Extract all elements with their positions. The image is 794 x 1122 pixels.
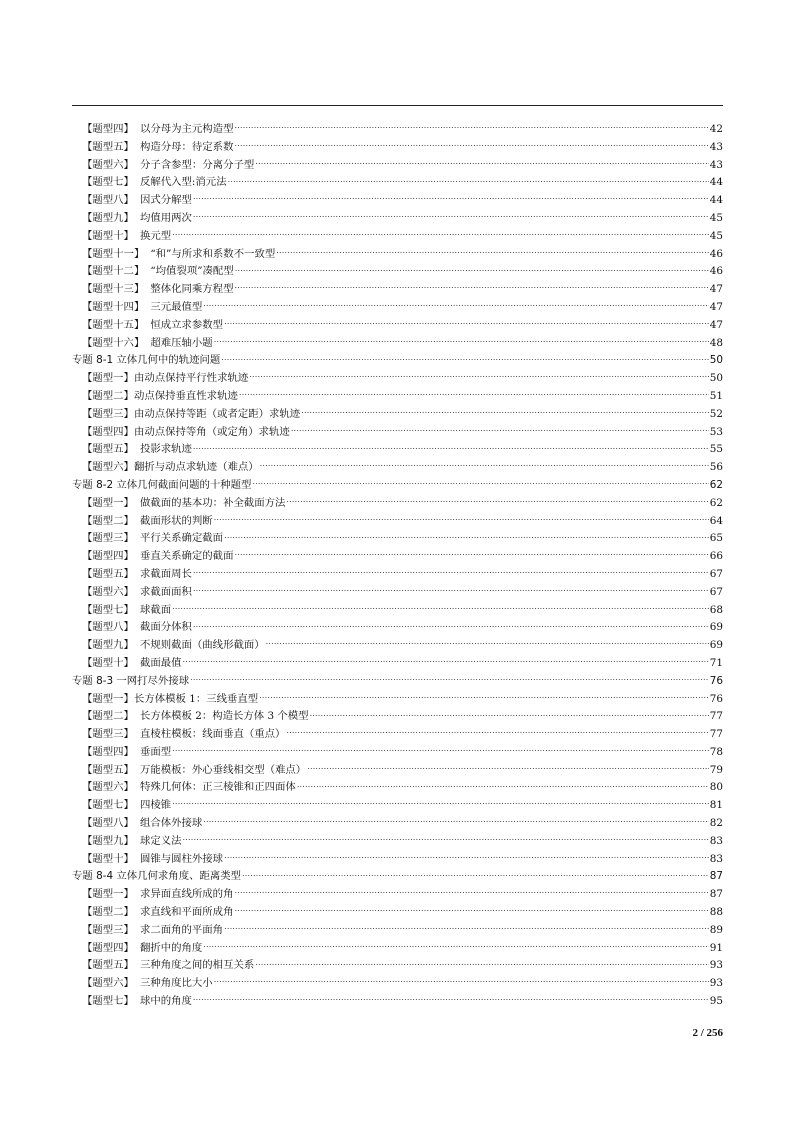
toc-entry-title: 因式分解型: [139, 194, 192, 207]
toc-entry-tag: 【题型五】: [82, 443, 134, 456]
toc-item-entry[interactable]: [72, 424, 723, 442]
toc-item-entry[interactable]: [72, 566, 723, 584]
toc-entry-tag: 【题型六】: [82, 158, 134, 171]
toc-entry-title: 投影求轨迹: [139, 443, 192, 456]
toc-dot-leader: [239, 389, 709, 399]
toc-entry-title: 由动点保持等角（或定角）求轨迹: [133, 425, 290, 438]
toc-entry-tag: 【题型六】: [82, 461, 134, 474]
toc-entry-tag: 【题型三】: [82, 532, 134, 545]
toc-item-entry[interactable]: [72, 513, 723, 531]
toc-entry-tag: 【题型二】: [82, 514, 134, 527]
toc-entry-tag: 【题型十六】: [82, 336, 145, 349]
toc-page-number: 95: [709, 995, 723, 1008]
toc-dot-leader: [291, 425, 709, 435]
toc-dot-leader: [172, 603, 709, 613]
toc-entry-tag: 【题型三】: [82, 728, 134, 741]
toc-page-number: 82: [709, 817, 723, 830]
toc-page-number: 50: [709, 354, 723, 367]
toc-page-number: 47: [709, 300, 723, 313]
toc-entry-tag: 【题型九】: [82, 834, 134, 847]
toc-page-number: 44: [709, 194, 723, 207]
toc-page-number: 56: [709, 461, 723, 474]
toc-entry-title: 专题 8-4 立体几何求角度、距离类型: [72, 870, 242, 883]
toc-section-entry[interactable]: [72, 868, 723, 886]
toc-dot-leader: [266, 638, 709, 648]
toc-entry-tag: 【题型一】: [82, 888, 134, 901]
toc-dot-leader: [307, 763, 709, 773]
toc-item-entry[interactable]: [72, 655, 723, 673]
toc-entry-title: 求直线和平面所成角: [139, 906, 234, 919]
toc-page-number: 52: [709, 407, 723, 420]
toc-item-entry[interactable]: [72, 762, 723, 780]
toc-entry-title: 整体化同乘方程型: [150, 283, 234, 296]
toc-page-number: 43: [709, 140, 723, 153]
toc-entry-tag: 【题型十四】: [82, 300, 145, 313]
toc-item-entry[interactable]: [72, 406, 723, 424]
toc-item-entry[interactable]: [72, 904, 723, 922]
toc-entry-tag: 【题型八】: [82, 194, 134, 207]
toc-entry-tag: 【题型十三】: [82, 283, 145, 296]
toc-entry-title: 圆锥与圆柱外接球: [139, 852, 224, 865]
toc-page-number: 76: [709, 674, 723, 687]
toc-item-entry[interactable]: [72, 815, 723, 833]
toc-entry-title: 球中的角度: [139, 995, 192, 1008]
toc-item-entry[interactable]: [72, 530, 723, 548]
toc-entry-tag: 【题型四】: [82, 745, 134, 758]
page-indicator: 2 / 256: [692, 1027, 723, 1039]
toc-item-entry[interactable]: [72, 281, 723, 299]
toc-entry-tag: 【题型七】: [82, 799, 134, 812]
toc-dot-leader: [252, 478, 708, 488]
toc-item-entry[interactable]: [72, 388, 723, 406]
toc-page-number: 47: [709, 318, 723, 331]
toc-item-entry[interactable]: [72, 192, 723, 210]
toc-page-number: 44: [709, 176, 723, 189]
toc-item-entry[interactable]: [72, 548, 723, 566]
toc-entry-tag: 【题型七】: [82, 995, 134, 1008]
toc-entry-tag: 【题型六】: [82, 585, 134, 598]
toc-dot-leader: [172, 229, 709, 239]
toc-dot-leader: [224, 318, 709, 328]
toc-page-number: 88: [709, 906, 723, 919]
toc-dot-leader: [214, 514, 709, 524]
toc-section-entry[interactable]: [72, 352, 723, 370]
toc-page-number: 48: [709, 336, 723, 349]
toc-section-entry[interactable]: [72, 477, 723, 495]
toc-item-entry[interactable]: [72, 993, 723, 1011]
toc-item-entry[interactable]: [72, 210, 723, 228]
toc-item-entry[interactable]: [72, 317, 723, 335]
toc-page-number: 45: [709, 229, 723, 242]
toc-page-number: 93: [709, 977, 723, 990]
toc-page-number: 51: [709, 389, 723, 402]
toc-page-number: 76: [709, 692, 723, 705]
toc-entry-title: 翻折中的角度: [139, 941, 203, 954]
toc-page-number: 50: [709, 372, 723, 385]
toc-entry-title: 截面分体积: [139, 621, 192, 634]
toc-page-number: 64: [709, 514, 723, 527]
toc-dot-leader: [234, 887, 708, 897]
toc-entry-title: 不规则截面（曲线形截面）: [139, 639, 265, 652]
toc-entry-title: 三元最值型: [150, 300, 203, 313]
toc-item-entry[interactable]: [72, 726, 723, 744]
toc-dot-leader: [255, 958, 709, 968]
toc-page-number: 81: [709, 799, 723, 812]
toc-item-entry[interactable]: [72, 121, 723, 139]
toc-entry-tag: 【题型十二】: [82, 265, 145, 278]
toc-entry-tag: 【题型三】: [82, 407, 134, 420]
toc-item-entry[interactable]: [72, 744, 723, 762]
toc-entry-title: 专题 8-2 立体几何截面问题的十种题型: [72, 478, 252, 491]
toc-dot-leader: [193, 994, 709, 1004]
toc-item-entry[interactable]: [72, 957, 723, 975]
toc-dot-leader: [193, 211, 709, 221]
toc-page-number: 46: [709, 247, 723, 260]
toc-item-entry[interactable]: [72, 299, 723, 317]
toc-dot-leader: [242, 869, 709, 879]
toc-page-number: 53: [709, 425, 723, 438]
toc-dot-leader: [286, 496, 708, 506]
toc-page-number: 69: [709, 639, 723, 652]
toc-dot-leader: [301, 407, 709, 417]
toc-dot-leader: [234, 282, 708, 292]
toc-page-number: 65: [709, 532, 723, 545]
toc-entry-title: 恒成立求参数型: [150, 318, 224, 331]
toc-entry-tag: 【题型八】: [82, 817, 134, 830]
toc-item-entry[interactable]: [72, 637, 723, 655]
toc-section-entry[interactable]: [72, 673, 723, 691]
toc-dot-leader: [172, 745, 709, 755]
toc-page-number: 45: [709, 211, 723, 224]
toc-entry-tag: 【题型四】: [82, 425, 134, 438]
toc-entry-tag: 【题型五】: [82, 140, 134, 153]
toc-entry-title: 长方体模板 1：三线垂直型: [133, 692, 259, 705]
toc-dot-leader: [234, 122, 708, 132]
toc-entry-title: 四棱锥: [139, 799, 172, 812]
toc-item-entry[interactable]: [72, 174, 723, 192]
toc-item-entry[interactable]: [72, 459, 723, 477]
toc-entry-title: 截面最值: [139, 656, 182, 669]
toc-dot-leader: [193, 620, 709, 630]
toc-item-entry[interactable]: [72, 940, 723, 958]
toc-entry-tag: 【题型一】: [82, 692, 134, 705]
toc-item-entry[interactable]: [72, 246, 723, 264]
toc-entry-tag: 【题型三】: [82, 923, 134, 936]
toc-entry-title: 球截面: [139, 603, 172, 616]
toc-page-number: 71: [709, 656, 723, 669]
toc-entry-title: “均值裂项”凑配型: [150, 265, 234, 278]
toc-item-entry[interactable]: [72, 922, 723, 940]
toc-entry-tag: 【题型十】: [82, 852, 134, 865]
toc-dot-leader: [172, 798, 709, 808]
toc-dot-leader: [228, 175, 709, 185]
toc-entry-title: 求截面周长: [139, 567, 192, 580]
toc-item-entry[interactable]: [72, 157, 723, 175]
toc-entry-title: 分子含参型：分离分子型: [139, 158, 255, 171]
toc-page-number: 80: [709, 781, 723, 794]
toc-page-number: 62: [709, 496, 723, 509]
toc-item-entry[interactable]: [72, 228, 723, 246]
toc-item-entry[interactable]: [72, 779, 723, 797]
toc-page-number: 62: [709, 478, 723, 491]
toc-item-entry[interactable]: [72, 851, 723, 869]
toc-entry-title: 特殊几何体：正三棱锥和正四面体: [139, 781, 296, 794]
toc-page-number: 87: [709, 870, 723, 883]
toc-page-number: 42: [709, 123, 723, 135]
toc-entry-tag: 【题型九】: [82, 211, 134, 224]
toc-entry-title: 长方体模板 2：构造长方体 3 个模型: [139, 710, 309, 723]
toc-item-entry[interactable]: [72, 263, 723, 281]
toc-page-number: 83: [709, 834, 723, 847]
toc-entry-title: 求截面面积: [139, 585, 192, 598]
toc-entry-tag: 【题型九】: [82, 639, 134, 652]
toc-item-entry[interactable]: [72, 833, 723, 851]
toc-entry-tag: 【题型七】: [82, 176, 134, 189]
toc-entry-tag: 【题型一】: [82, 496, 134, 509]
toc-entry-tag: 【题型八】: [82, 621, 134, 634]
toc-entry-title: 垂直关系确定的截面: [139, 550, 234, 563]
toc-entry-title: 均值用两次: [139, 211, 192, 224]
toc-page-number: 47: [709, 283, 723, 296]
toc-dot-leader: [260, 460, 709, 470]
toc-entry-title: 超难压轴小题: [150, 336, 213, 349]
toc-dot-leader: [310, 709, 709, 719]
toc-entry-title: 翻折与动点求轨迹（难点）: [133, 461, 259, 474]
toc-page-number: 89: [709, 923, 723, 936]
toc-entry-title: 垂面型: [139, 745, 172, 758]
toc-dot-leader: [234, 140, 708, 150]
toc-dot-leader: [193, 442, 709, 452]
toc-entry-title: 专题 8-3 一网打尽外接球: [72, 674, 190, 687]
toc-entry-title: 由动点保持等距（或者定距）求轨迹: [133, 407, 301, 420]
toc-item-entry[interactable]: [72, 691, 723, 709]
toc-entry-title: 做截面的基本功：补全截面方法: [139, 496, 286, 509]
toc-dot-leader: [193, 585, 709, 595]
toc-entry-title: 球定义法: [139, 834, 182, 847]
toc-entry-tag: 【题型五】: [82, 959, 134, 972]
toc-dot-leader: [214, 336, 709, 346]
toc-page-number: 87: [709, 888, 723, 901]
toc-dot-leader: [255, 158, 709, 168]
toc-page-number: 78: [709, 745, 723, 758]
toc-entry-title: 专题 8-1 立体几何中的轨迹问题: [72, 354, 221, 367]
toc-entry-title: 三种角度之间的相互关系: [139, 959, 255, 972]
toc-entry-tag: 【题型五】: [82, 567, 134, 580]
toc-item-entry[interactable]: [72, 335, 723, 353]
toc-dot-leader: [276, 247, 709, 257]
toc-dot-leader: [234, 905, 708, 915]
toc-item-entry[interactable]: [72, 797, 723, 815]
toc-item-entry[interactable]: [72, 975, 723, 993]
toc-entry-tag: 【题型十】: [82, 656, 134, 669]
toc-entry-tag: 【题型六】: [82, 977, 134, 990]
toc-entry-tag: 【题型十一】: [82, 247, 145, 260]
toc-page-number: 46: [709, 265, 723, 278]
toc-entry-tag: 【题型一】: [82, 372, 134, 385]
toc-entry-title: 平行关系确定截面: [139, 532, 224, 545]
toc-page-number: 67: [709, 585, 723, 598]
toc-dot-leader: [183, 656, 709, 666]
toc-page-number: 91: [709, 941, 723, 954]
toc-entry-title: 组合体外接球: [139, 817, 203, 830]
toc-entry-title: 构造分母：待定系数: [139, 140, 234, 153]
toc-dot-leader: [224, 923, 709, 933]
toc-item-entry[interactable]: [72, 886, 723, 904]
toc-page-number: 68: [709, 603, 723, 616]
toc-dot-leader: [190, 674, 709, 684]
toc-entry-tag: 【题型四】: [82, 550, 134, 563]
table-of-contents: [72, 121, 723, 1011]
toc-dot-leader: [214, 976, 709, 986]
toc-entry-title: 换元型: [139, 229, 172, 242]
toc-dot-leader: [224, 531, 709, 541]
toc-dot-leader: [193, 193, 709, 203]
toc-page-number: 77: [709, 728, 723, 741]
toc-entry-tag: 【题型四】: [82, 123, 134, 135]
toc-entry-tag: 【题型五】: [82, 763, 134, 776]
toc-entry-title: 以分母为主元构造型: [139, 123, 234, 135]
toc-item-entry[interactable]: [72, 584, 723, 602]
toc-item-entry[interactable]: [72, 495, 723, 513]
toc-page-number: 77: [709, 710, 723, 723]
toc-page-number: 55: [709, 443, 723, 456]
toc-entry-title: 直棱柱模板：线面垂直（重点）: [139, 728, 286, 741]
toc-dot-leader: [203, 300, 708, 310]
toc-entry-title: “和”与所求和系数不一致型: [150, 247, 276, 260]
toc-entry-tag: 【题型二】: [82, 389, 134, 402]
toc-entry-tag: 【题型十五】: [82, 318, 145, 331]
toc-dot-leader: [286, 727, 708, 737]
toc-dot-leader: [221, 353, 709, 363]
toc-dot-leader: [235, 264, 709, 274]
toc-page-number: 83: [709, 852, 723, 865]
toc-entry-title: 三种角度比大小: [139, 977, 213, 990]
toc-entry-title: 动点保持垂直性求轨迹: [133, 389, 238, 402]
toc-page-number: 43: [709, 158, 723, 171]
toc-entry-title: 由动点保持平行性求轨迹: [133, 372, 249, 385]
toc-entry-tag: 【题型十】: [82, 229, 134, 242]
toc-item-entry[interactable]: [72, 619, 723, 637]
toc-page-number: 67: [709, 567, 723, 580]
toc-dot-leader: [259, 692, 709, 702]
toc-dot-leader: [183, 834, 709, 844]
toc-page-number: 66: [709, 550, 723, 563]
toc-entry-title: 截面形状的判断: [139, 514, 213, 527]
toc-item-entry[interactable]: [72, 139, 723, 157]
toc-entry-title: 万能模板：外心垂线相交型（难点）: [139, 763, 307, 776]
toc-entry-tag: 【题型六】: [82, 781, 134, 794]
toc-entry-tag: 【题型七】: [82, 603, 134, 616]
toc-item-entry[interactable]: [72, 602, 723, 620]
toc-item-entry[interactable]: [72, 708, 723, 726]
toc-entry-title: 反解代入型:消元法: [139, 176, 227, 189]
toc-dot-leader: [193, 567, 709, 577]
toc-page-number: 93: [709, 959, 723, 972]
toc-dot-leader: [203, 941, 708, 951]
toc-page-number: 69: [709, 621, 723, 634]
toc-entry-tag: 【题型二】: [82, 906, 134, 919]
toc-page-number: 79: [709, 763, 723, 776]
toc-dot-leader: [203, 816, 708, 826]
toc-item-entry[interactable]: [72, 441, 723, 459]
toc-entry-tag: 【题型四】: [82, 941, 134, 954]
toc-entry-tag: 【题型二】: [82, 710, 134, 723]
toc-dot-leader: [297, 780, 709, 790]
toc-item-entry[interactable]: [72, 370, 723, 388]
toc-dot-leader: [224, 852, 709, 862]
toc-dot-leader: [249, 371, 709, 381]
toc-dot-leader: [234, 549, 708, 559]
toc-entry-title: 求二面角的平面角: [139, 923, 224, 936]
header-rule: [72, 105, 723, 106]
toc-entry-title: 求异面直线所成的角: [139, 888, 234, 901]
